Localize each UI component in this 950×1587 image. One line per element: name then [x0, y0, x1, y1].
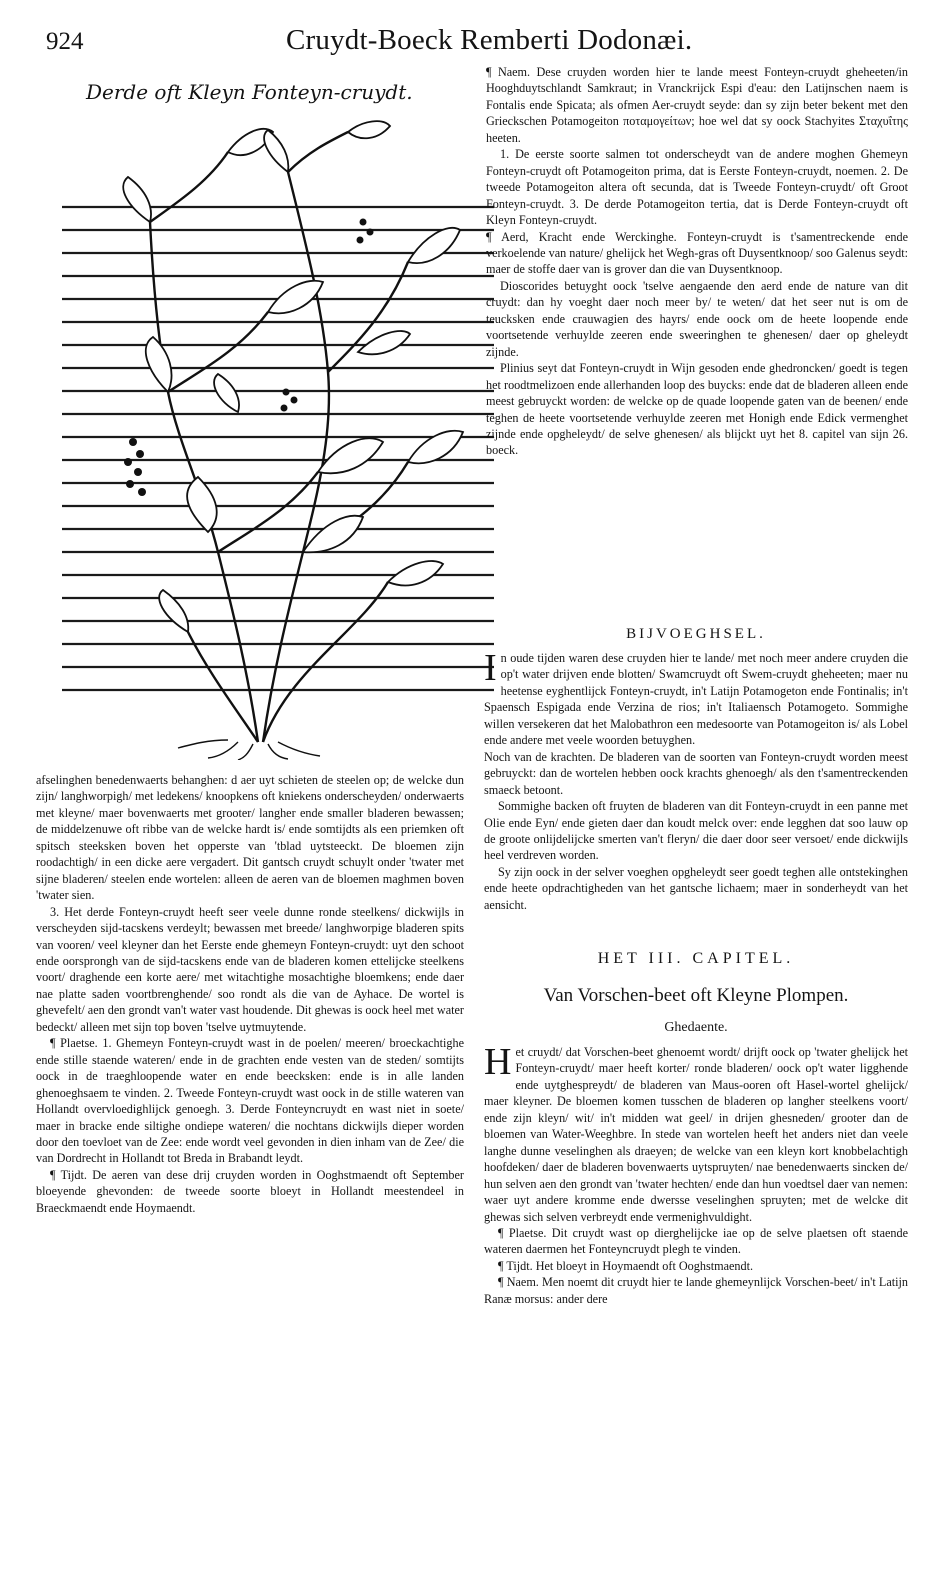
paragraph-chapter-plaetse: ¶ Plaetse. Dit cruydt wast op dierghelijcke iae op de selve plaetsen oft staende wateren daermen het Fonteyncruydt plegh te vinden.	[484, 1225, 908, 1257]
chapter-text	[484, 1044, 908, 1582]
right-column-upper-text	[486, 64, 908, 624]
chapter-heading: HET III. CAPITEL.	[597, 950, 795, 967]
plant-woodcut-illustration	[58, 112, 498, 760]
page-number: 924	[46, 28, 84, 55]
paragraph-chapter-tijdt: ¶ Tijdt. Het bloeyt in Hoymaendt oft Ooghstmaendt.	[498, 1258, 754, 1273]
paragraph-ghedaente: Het cruydt/ dat Vorschen-beet ghenoemt wordt/ drijft oock op 'twater ghelijck het Fonteyn-cruydt/ maer heeft korter/ ronde bladeren/ oock op't water ligghende ende uytghespreydt/ de bladeren van Maus-ooren oft Hasel-wortel ghelijck/ maer kleyner. De bloemen komen tusschen de bladeren op langher steelkens voort/ ende zijn kleyn/ wit/ in't midden wat geel/ in drijen ghesneden/ grooter dan de bloemen van Water-Weeghbre. In stede van wortelen heeft het anders niet dan veele langhe dunne veselinghen als draeyen; de welcke van een kleyn kort knobbelachtigh hoofdeken/ daer de bladeren bovenwaerts uytspruyten/ nae benedenwaerts sincken de/ hun selven aen den grondt van 'twater hechten/ ende dan hun voedtsel daer van nemen: waer uyt andere kromme ende dwersse veselinghen spruyten; met de welcke dit ghewas sich selven verbreydt ende vermenighvuldight.	[484, 1044, 908, 1224]
paragraph-bijvoeghsel-sommighe: Sommighe backen oft fruyten de bladeren van dit Fonteyn-cruydt in een panne met Olie ende Eyn/ ende gieten daer dan koudt melck over: ende legghen dat soo lauw op de groote onlijdelijcke smerten van't fleryn/ die daer door seer versoet/ ende dickwijls heel verdreven worden.	[484, 799, 908, 863]
paragraph-bijvoeghsel-oude-tijden: In oude tijden waren dese cruyden hier te lande/ met noch meer andere cruyden die op't water drijven ende blotten/ Swamcruydt oft Swem-cruydt gheheeten; maer nu heetense eyghentlijck Fonteyn-cruydt, in't Latijn Potamogeton ende Fontinalis; in't Spaensch Espigada ende Verzina de rios; in't Italiaensch Potamogeto. Sommighe willen versekeren dat het Malobathron een medesoorte van Potamogeiton is/ als Lobel ende andere met veele woorden betuyghen.	[484, 650, 908, 748]
paragraph-naem: ¶ Naem. Dese cruyden worden hier te lande meest Fonteyn-cruydt gheheeten/in Hooghduytschlandt Samkraut; in Vranckrijck Espi d'eau: den Latijnschen naem is Fontalis ende Spicata; als ofmen Aer-cruydt seyde: dan sy zijn beter bekent met den Grieckschen Potamogeiton ποταμογείτων; hoe wel dat sy oock Stachyites Σταχυΐτης heeten.	[486, 65, 908, 145]
chapter-subtitle: Van Vorschen-beet oft Kleyne Plompen.	[543, 985, 849, 1006]
chapter-section-heading: Ghedaente.	[664, 1020, 728, 1035]
paragraph-afselinghen: afselinghen benedenwaerts behanghen: d aer uyt schieten de steelen op; de welcke dun zijn/ langhworpigh/ met ledekens/ knoopkens oft kniekens onderscheyden/ onderwaerts met kleyne/ maer bovenwaerts met grooter/ langher ende smaller bladeren bewassen; de middelzenuwe oft ribbe van de welcke hardt is/ ende somtijdts als een priemken oft spitsch steeksken boven het opperste van 'tblad uytsteeckt. De bloemen zijn roodachtigh/ in een dicke aere vergadert. Dit gantsch cruydt schuylt onder 'twater met sijne bladeren/ steelen ende wortelen: alleen de aeren van de bloemen maghmen boven 'twater sien.	[36, 773, 464, 903]
paragraph-derde-fonteyn-cruydt: 3. Het derde Fonteyn-cruydt heeft seer veele dunne ronde steelkens/ dickwijls in verscheyden sijd-tacskens verdeylt; bewassen met breede/ langhworpige bladeren spits van vooren/ veel kleyner dan het Eerste ende ghemeyn Fonteyn-cruydt: uyt den schoot ende oorsprongh van de sijd-tacskens ende van de bladeren komen ettelijcke steelkens voort/ draghende een korte aere/ met witachtighe mosachtighe bloemkens; ende daer nae platte saden voortbrenghende/ soo rondt als die van de Ayhace. De wortel is ghevefelt/ aen den grondt van't water vast houdende. Dit ghewas is oock heel met water bedeckt/ alleen met sijn top boven 'tselve uytmuytende.	[36, 904, 464, 1034]
paragraph-bijvoeghsel-krachten: Noch van de krachten. De bladeren van de soorten van Fonteyn-cruydt worden meest gebruyckt: dan de wortelen hebben oock krachts ghenoegh/ als den t'samentreckenden smaeck betoont.	[484, 749, 908, 797]
paragraph-soorten: 1. De eerste soorte salmen tot onderscheydt van de andere moghen Ghemeyn Fonteyn-cruydt oft Potamogeiton prima, dat is Eerste Fonteyn-cruydt, noemen. 2. De tweede Potamogeiton altera oft secunda, dat is Tweede Fonteyn-cruydt/ oft Groot Fonteyn-cruydt. 3. De derde Potamogeiton tertia, dat is Derde Fonteyn-cruydt oft Kleyn Fonteyn-cruydt.	[486, 147, 908, 228]
paragraph-plinius: Plinius seyt dat Fonteyn-cruydt in Wijn gesoden ende ghedroncken/ goedt is tegen het roodtmelizoen ende allerhanden loop des buycks: ende dat de bladeren alleen ende meest gebruyckt worden: de welcke op de quade loopende gaten van de beenen/ ende teghen de heete voortsetende verhuylde zeeren met Honigh ende Edick vermenghet zijnde ende opgheleydt/ de selve ghenesen/ als blijckt uyt het 8. capitel van sijn 26. boeck.	[486, 361, 908, 458]
paragraph-tijdt: ¶ Tijdt. De aeren van dese drij cruyden worden in Ooghstmaendt oft September bloeyende ghevonden: de tweede soorte bloeyt in Hollandt meestendeel in Braeckmaendt ende Hoymaendt.	[36, 1167, 464, 1215]
paragraph-chapter-naem: ¶ Naem. Men noemt dit cruydt hier te lande ghemeynlijck Vorschen-beet/ in't Latijn Ranæ morsus: ander dere	[484, 1275, 908, 1306]
paragraph-plaetse: ¶ Plaetse. 1. Ghemeyn Fonteyn-cruydt wast in de poelen/ meeren/ broeckachtighe ende stille staende wateren/ ende in de grachten ende vesten van de steden/ somtijts oock in de traeghloopende water en ende beecksken: ende is in alle landen ghenoeghsaem te vinden. 2. Tweede Fonteyn-cruydt wast oock in de stille wateren van Hollandt overvloedighlijck genoegh. 3. Derde Fonteyncruydt en wast niet in soete/ maer in bracke ende siltighe ondiepe wateren/ die nochtans dickwijls dieper worden door den toevloet van de Zee: ende wordt veel gevonden in dien inham van de Zee/ die van Dordrecht in Hollandt tot Breda in Brabandt leydt.	[36, 1036, 464, 1166]
figure-caption: Derde oft Kleyn Fonteyn-cruydt.	[86, 80, 413, 104]
paragraph-aerd-kracht: ¶ Aerd, Kracht ende Werckinghe. Fonteyn-cruydt is t'samentreckende ende verkoelende van nature/ ghelijck het Wegh-gras oft Duysentknoop/ soo Galenus seydt: maer de stoffe daer van is grover dan die van Duysentknoop.	[486, 229, 908, 277]
running-title: Cruydt-Boeck Remberti Dodonæi.	[286, 24, 693, 56]
paragraph-dioscorides: Dioscorides betuyght oock 'tselve aengaende den aerd ende de nature van dit cruydt: dan hy voeght daer noch meer by/ te weten/ dat het seer nut is om de teucksken ende crauwagien des hayrs/ ende oock om de heete loopende ende voortsetende verhuylde zeeren ende sweeringhen te ghenesen/ daer op gheleydt zijnde.	[486, 278, 908, 359]
bijvoeghsel-heading: BIJVOEGHSEL.	[626, 626, 766, 642]
left-column-lower-text	[36, 772, 464, 1482]
paragraph-bijvoeghsel-ontstekinghen: Sy zijn oock in der selver voeghen opgheleydt seer goedt teghen alle ontstekinghen ende heete opdrachtigheden van het gantsche lichaem; maer in sonderheydt van het aensicht.	[484, 864, 908, 912]
bijvoeghsel-text	[484, 650, 908, 940]
